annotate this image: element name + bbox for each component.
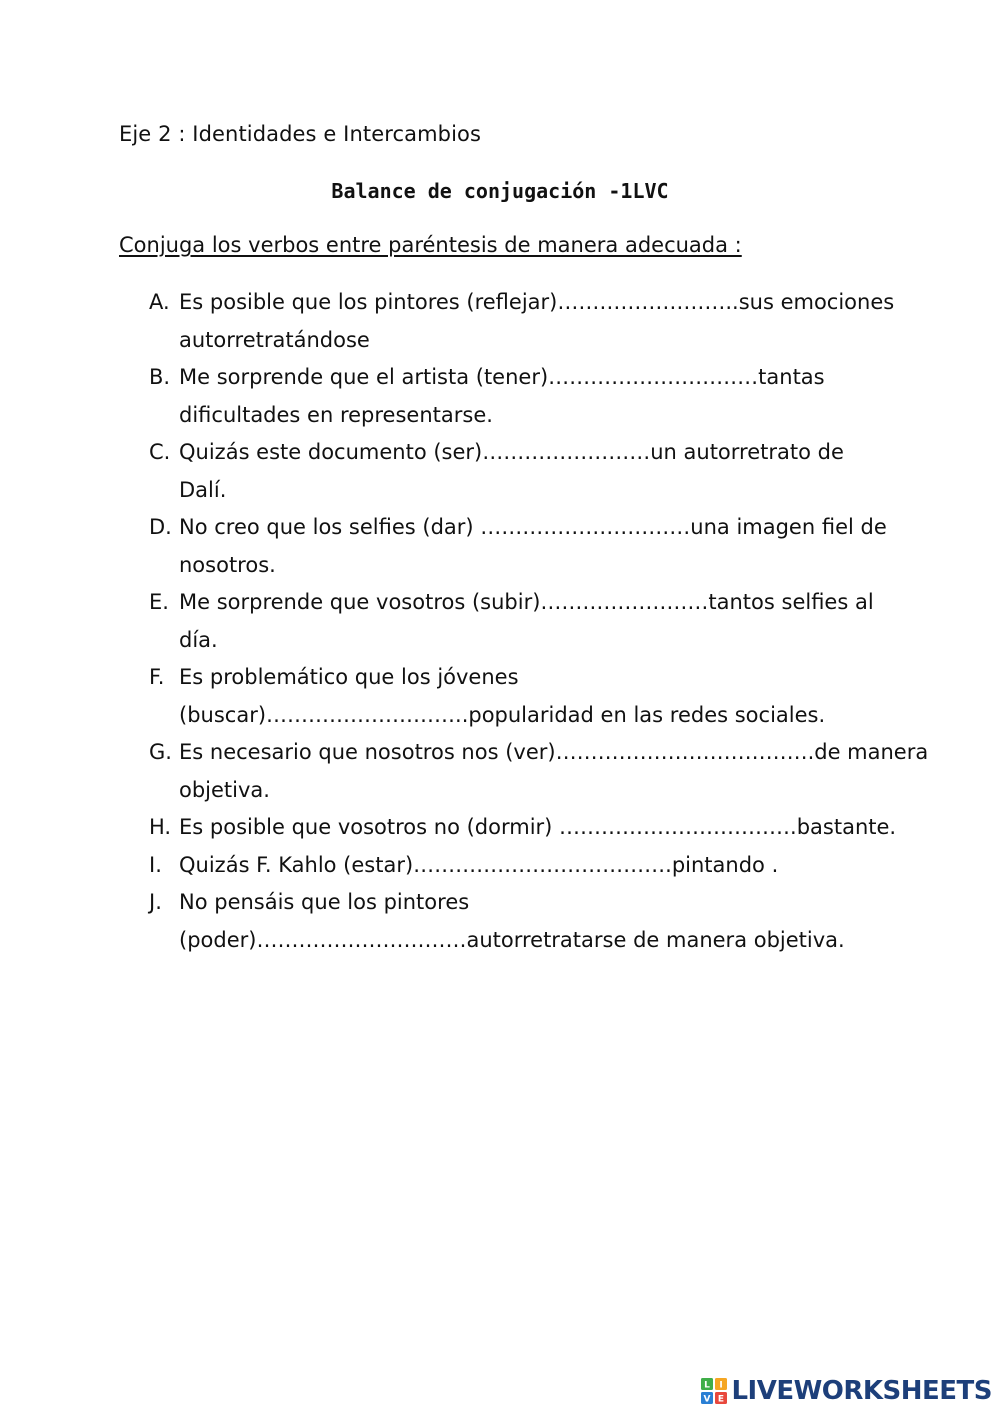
item-letter: C. [149,440,171,464]
item-line: autorretratándose [179,327,370,352]
item-line: Quizás F. Kahlo (estar)……………………………….pintando . [179,852,779,877]
item-line: dificultades en representarse. [179,402,493,427]
item-line: Me sorprende que el artista (tener)…………………………tantas [179,365,825,389]
exercise-list [149,284,929,959]
item-line: (poder)…………………………autorretratarse de manera objetiva. [179,927,845,952]
exercise-item-b [149,359,889,434]
exercise-item-d [149,509,889,584]
item-line: Es posible que los pintores (reflejar)……………………..sus emociones [179,290,895,314]
item-letter: J. [149,890,162,914]
exercise-item-f [149,659,889,734]
item-letter: E. [149,590,169,614]
svg-text:E: E [718,1394,725,1404]
exercise-item-j [149,884,889,959]
item-letter: I. [149,852,162,877]
item-line: (buscar)………………………..popularidad en las redes sociales. [179,702,826,727]
liveworksheets-brand[interactable] [701,1374,992,1408]
exercise-item-i [149,847,889,885]
page-title: Balance de conjugación -1LVC [331,179,669,203]
item-line: Me sorprende que vosotros (subir)……………………tantos selfies al [179,590,874,614]
item-line: objetiva. [179,777,270,802]
liveworksheets-logo-icon [701,1378,727,1404]
item-line: Dalí. [179,477,227,502]
exercise-item-c [149,434,889,509]
item-letter: G. [149,740,172,764]
instruction-text: Conjuga los verbos entre paréntesis de manera adecuada : [119,233,742,257]
exercise-item-h [149,809,897,847]
svg-text:V: V [703,1394,711,1404]
item-letter: D. [149,515,172,539]
item-line: día. [179,627,218,652]
svg-text:I: I [719,1380,724,1391]
item-line: Es posible que vosotros no (dormir) …………………………….bastante. [179,815,897,839]
item-letter: F. [149,665,165,689]
exercise-item-e [149,584,889,659]
item-letter: H. [149,815,172,839]
item-letter: B. [149,365,171,389]
axis-heading: Eje 2 : Identidades e Intercambios [119,122,482,146]
item-line: No creo que los selfies (dar) …………………………una imagen fiel de [179,515,887,539]
item-line: Es problemático que los jóvenes [179,665,519,689]
brand-name: LIVEWORKSHEETS [731,1376,992,1406]
exercise-item-g [149,734,929,809]
item-line: nosotros. [179,552,276,577]
exercise-item-a [149,284,895,359]
item-line: Es necesario que nosotros nos (ver)……………………………….de manera [179,740,929,764]
item-line: No pensáis que los pintores [179,890,470,914]
svg-text:L: L [704,1380,711,1391]
item-letter: A. [149,290,170,314]
item-line: Quizás este documento (ser)……………………un autorretrato de [179,440,844,464]
